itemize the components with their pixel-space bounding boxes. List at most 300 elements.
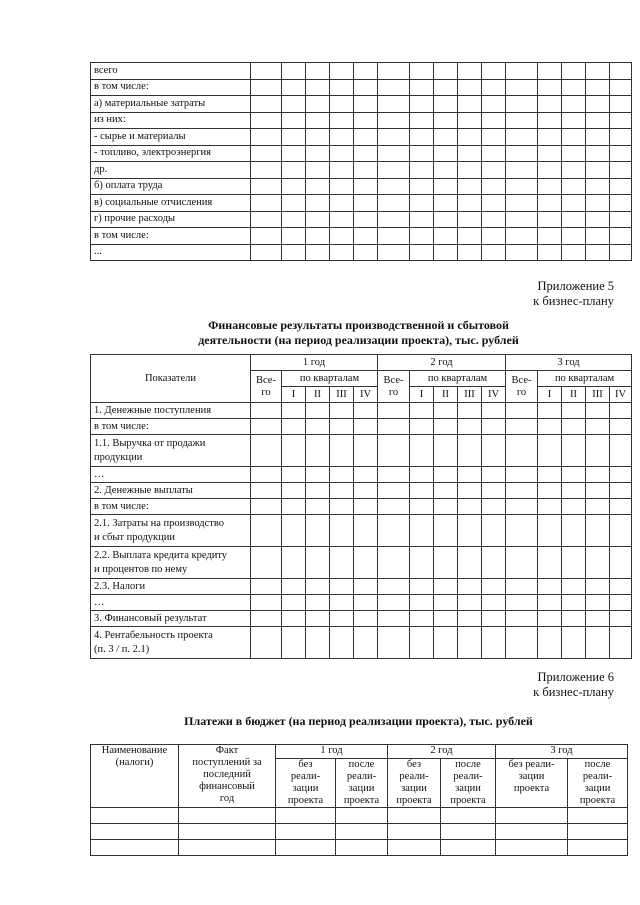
table-row [91,211,632,228]
value-cell [282,403,306,419]
value-cell [482,211,506,228]
table-row [91,228,632,245]
value-cell [586,195,610,212]
value-cell [586,112,610,129]
appendix-5-line1: Приложение 5 [537,279,614,293]
budget-payments-title: Платежи в бюджет (на период реализации проекта), тыс. рублей [184,714,533,728]
value-cell [410,244,434,261]
value-cell [251,515,282,547]
y3-q3: III [586,387,610,403]
value-cell [354,79,378,96]
value-cell [434,178,458,195]
value-cell [586,515,610,547]
value-cell [610,63,632,80]
value-cell [610,595,632,611]
value-cell [586,595,610,611]
table-row [91,79,632,96]
value-cell [282,435,306,467]
value-cell [506,211,538,228]
value-cell [410,467,434,483]
value-cell [458,595,482,611]
table-row [91,627,632,659]
y2-q1: I [410,387,434,403]
row-label: а) материальные затраты [91,96,251,113]
value-cell [410,211,434,228]
value-cell [434,595,458,611]
value-cell [482,627,506,659]
value-cell [586,547,610,579]
value-cell [330,547,354,579]
value-cell [410,178,434,195]
value-cell [378,579,410,595]
value-cell [434,211,458,228]
value-cell [482,79,506,96]
value-cell [306,178,330,195]
value-cell [378,595,410,611]
row-label: в том числе: [91,79,251,96]
indicator-label: 4. Рентабельность проекта (п. 3 / п. 2.1) [91,627,251,659]
value-cell [354,129,378,146]
value-cell [458,211,482,228]
value-cell [378,515,410,547]
indicator-label: 1.1. Выручка от продажи продукции [91,435,251,467]
table-row [91,178,632,195]
value-cell [330,627,354,659]
value-cell [562,611,586,627]
value-cell [282,112,306,129]
value-cell [251,419,282,435]
value-cell [506,483,538,499]
value-cell [562,499,586,515]
cost-table [90,62,632,261]
value-cell [538,145,562,162]
indicator-label: … [91,595,251,611]
value-cell [434,112,458,129]
value-cell [562,403,586,419]
value-cell [482,499,506,515]
value-cell [586,435,610,467]
y3-after-project: после реали- зации проекта [568,759,628,808]
value-cell [538,195,562,212]
table-row [91,595,632,611]
value-cell [610,96,632,113]
table-row [91,515,632,547]
value-cell [506,611,538,627]
indicator-label: 2.3. Налоги [91,579,251,595]
value-cell [306,547,330,579]
value-cell [330,228,354,245]
value-cell [251,63,282,80]
value-cell [458,611,482,627]
value-cell [482,467,506,483]
year-3-header: 3 год [506,355,632,371]
financial-results-title [90,318,627,348]
value-cell [251,244,282,261]
value-cell [330,515,354,547]
value-cell [251,595,282,611]
value-cell [410,162,434,179]
value-cell [410,145,434,162]
value-cell [506,499,538,515]
value-cell [354,483,378,499]
value-cell [410,129,434,146]
value-cell [562,244,586,261]
value-cell [330,435,354,467]
value-cell [506,112,538,129]
table-row [91,579,632,595]
appendix-5-line2: к бизнес-плану [533,294,614,308]
value-cell [434,515,458,547]
table-row [91,467,632,483]
value-cell [330,499,354,515]
value-cell [434,483,458,499]
value-cell [610,178,632,195]
row-label: др. [91,162,251,179]
value-cell [354,467,378,483]
value-cell [538,162,562,179]
value-cell [506,178,538,195]
value-cell [354,499,378,515]
value-cell [330,403,354,419]
value-cell [538,515,562,547]
value-cell [354,96,378,113]
table-row [91,145,632,162]
value-cell [458,579,482,595]
value-cell [538,112,562,129]
year-1-by-quarters: по кварталам [282,371,378,387]
budget-payments-table [90,744,628,856]
value-cell [458,195,482,212]
value-cell [251,96,282,113]
value-cell [306,63,330,80]
financial-results-body [91,403,632,659]
value-cell [378,419,410,435]
value-cell [482,129,506,146]
value-cell [458,96,482,113]
value-cell [354,228,378,245]
value-cell [610,79,632,96]
value-cell [538,129,562,146]
value-cell [330,96,354,113]
value-cell [251,483,282,499]
value-cell [610,211,632,228]
value-cell [410,627,434,659]
indicator-label: в том числе: [91,499,251,515]
value-cell [354,547,378,579]
appendix-6-line1: Приложение 6 [537,670,614,684]
value-cell [562,162,586,179]
value-cell [506,228,538,245]
value-cell [562,63,586,80]
value-cell [282,96,306,113]
value-cell [434,162,458,179]
value-cell [251,499,282,515]
table-row [91,840,628,856]
value-cell [482,244,506,261]
value-cell [434,79,458,96]
value-cell [434,627,458,659]
value-cell [506,63,538,80]
value-cell [610,145,632,162]
value-cell [354,403,378,419]
value-cell [282,228,306,245]
value-cell [482,145,506,162]
value-cell [562,145,586,162]
value-cell [251,627,282,659]
value-cell [482,547,506,579]
value-cell [538,244,562,261]
value-cell [610,467,632,483]
row-label: ... [91,244,251,261]
value-cell [282,129,306,146]
value-cell [482,112,506,129]
value-cell [458,627,482,659]
y1-q2: II [306,387,330,403]
table-row [91,808,628,824]
y2-q4: IV [482,387,506,403]
value-cell [306,499,330,515]
value-cell [378,63,410,80]
value-cell [378,129,410,146]
value-cell [586,129,610,146]
value-cell [378,96,410,113]
value-cell [538,627,562,659]
value-cell [410,195,434,212]
value-cell [354,435,378,467]
value-cell [330,611,354,627]
year-3-by-quarters: по кварталам [538,371,632,387]
value-cell [306,579,330,595]
value-cell [306,611,330,627]
value-cell [378,112,410,129]
value-cell [538,178,562,195]
value-cell [330,579,354,595]
row-label: в) социальные отчисления [91,195,251,212]
value-cell [410,547,434,579]
value-cell [586,211,610,228]
value-cell [306,195,330,212]
value-cell [330,79,354,96]
row-label: всего [91,63,251,80]
table-row [91,162,632,179]
value-cell [282,162,306,179]
value-cell [458,483,482,499]
indicator-label: 2. Денежные выплаты [91,483,251,499]
cost-table-body [91,63,632,261]
value-cell [562,579,586,595]
value-cell [434,467,458,483]
row-label: - сырье и материалы [91,129,251,146]
value-cell [458,129,482,146]
year-2-by-quarters: по кварталам [410,371,506,387]
value-cell [562,79,586,96]
value-cell [282,195,306,212]
value-cell [538,228,562,245]
value-cell [482,162,506,179]
value-cell [586,63,610,80]
table-row [91,244,632,261]
value-cell [410,403,434,419]
value-cell [458,403,482,419]
value-cell [506,244,538,261]
table-row [91,96,632,113]
value-cell [562,419,586,435]
value-cell [306,595,330,611]
year-1-header: 1 год [251,355,378,371]
value-cell [458,419,482,435]
y1-q1: I [282,387,306,403]
value-cell [282,611,306,627]
value-cell [410,63,434,80]
table-row [91,403,632,419]
budget-header-row-years [91,745,628,759]
value-cell [506,145,538,162]
value-cell [562,467,586,483]
value-cell [586,467,610,483]
tax-name-header: Наименование (налоги) [91,745,179,808]
value-cell [538,595,562,611]
value-cell [378,79,410,96]
value-cell [458,145,482,162]
value-cell [586,579,610,595]
value-cell [330,419,354,435]
value-cell [586,627,610,659]
value-cell [506,579,538,595]
value-cell [610,162,632,179]
budget-year-1-header: 1 год [276,745,388,759]
value-cell [434,435,458,467]
value-cell [434,145,458,162]
value-cell [306,211,330,228]
value-cell [506,162,538,179]
value-cell [562,627,586,659]
value-cell [251,467,282,483]
value-cell [506,627,538,659]
value-cell [354,162,378,179]
value-cell [586,403,610,419]
table-row [91,129,632,146]
value-cell [434,547,458,579]
value-cell [538,211,562,228]
value-cell [378,435,410,467]
value-cell [282,467,306,483]
value-cell [330,211,354,228]
year-1-total-header: Все- го [251,371,282,403]
table-row [91,435,632,467]
budget-year-3-header: 3 год [496,745,628,759]
indicator-label: 3. Финансовый результат [91,611,251,627]
year-3-total-header: Все- го [506,371,538,403]
value-cell [282,63,306,80]
value-cell [562,547,586,579]
appendix-5-label [533,279,614,309]
value-cell [506,419,538,435]
value-cell [482,595,506,611]
value-cell [410,112,434,129]
value-cell [378,195,410,212]
value-cell [282,178,306,195]
value-cell [251,579,282,595]
value-cell [458,435,482,467]
row-label: в том числе: [91,228,251,245]
y1-q4: IV [354,387,378,403]
value-cell [378,145,410,162]
value-cell [434,499,458,515]
value-cell [562,195,586,212]
value-cell [482,63,506,80]
value-cell [354,244,378,261]
value-cell [538,499,562,515]
value-cell [410,579,434,595]
value-cell [306,112,330,129]
y3-q4: IV [610,387,632,403]
value-cell [586,244,610,261]
value-cell [434,579,458,595]
indicators-header: Показатели [91,355,251,403]
value-cell [458,547,482,579]
indicator-label: в том числе: [91,419,251,435]
value-cell [330,129,354,146]
value-cell [306,403,330,419]
value-cell [458,467,482,483]
value-cell [330,162,354,179]
financial-results-title-line2: деятельности (на период реализации проекта), тыс. рублей [198,333,519,347]
value-cell [306,244,330,261]
value-cell [482,96,506,113]
fact-header: Факт поступлений за последний финансовый год [179,745,276,808]
value-cell [586,483,610,499]
row-label: из них: [91,112,251,129]
value-cell [354,63,378,80]
value-cell [378,162,410,179]
value-cell [586,96,610,113]
value-cell [378,627,410,659]
value-cell [378,403,410,419]
table-row [91,547,632,579]
value-cell [538,63,562,80]
value-cell [482,178,506,195]
value-cell [482,195,506,212]
value-cell [458,178,482,195]
value-cell [586,162,610,179]
value-cell [610,419,632,435]
value-cell [306,96,330,113]
y1-without-project: без реали- зации проекта [276,759,336,808]
value-cell [410,611,434,627]
table-row [91,419,632,435]
value-cell [306,467,330,483]
value-cell [458,228,482,245]
value-cell [282,579,306,595]
value-cell [610,499,632,515]
value-cell [506,195,538,212]
value-cell [610,244,632,261]
value-cell [482,579,506,595]
value-cell [354,178,378,195]
value-cell [378,467,410,483]
value-cell [538,403,562,419]
value-cell [378,244,410,261]
value-cell [482,419,506,435]
value-cell [610,195,632,212]
value-cell [610,129,632,146]
y1-q3: III [330,387,354,403]
value-cell [506,79,538,96]
value-cell [306,162,330,179]
value-cell [410,515,434,547]
value-cell [506,403,538,419]
value-cell [378,499,410,515]
